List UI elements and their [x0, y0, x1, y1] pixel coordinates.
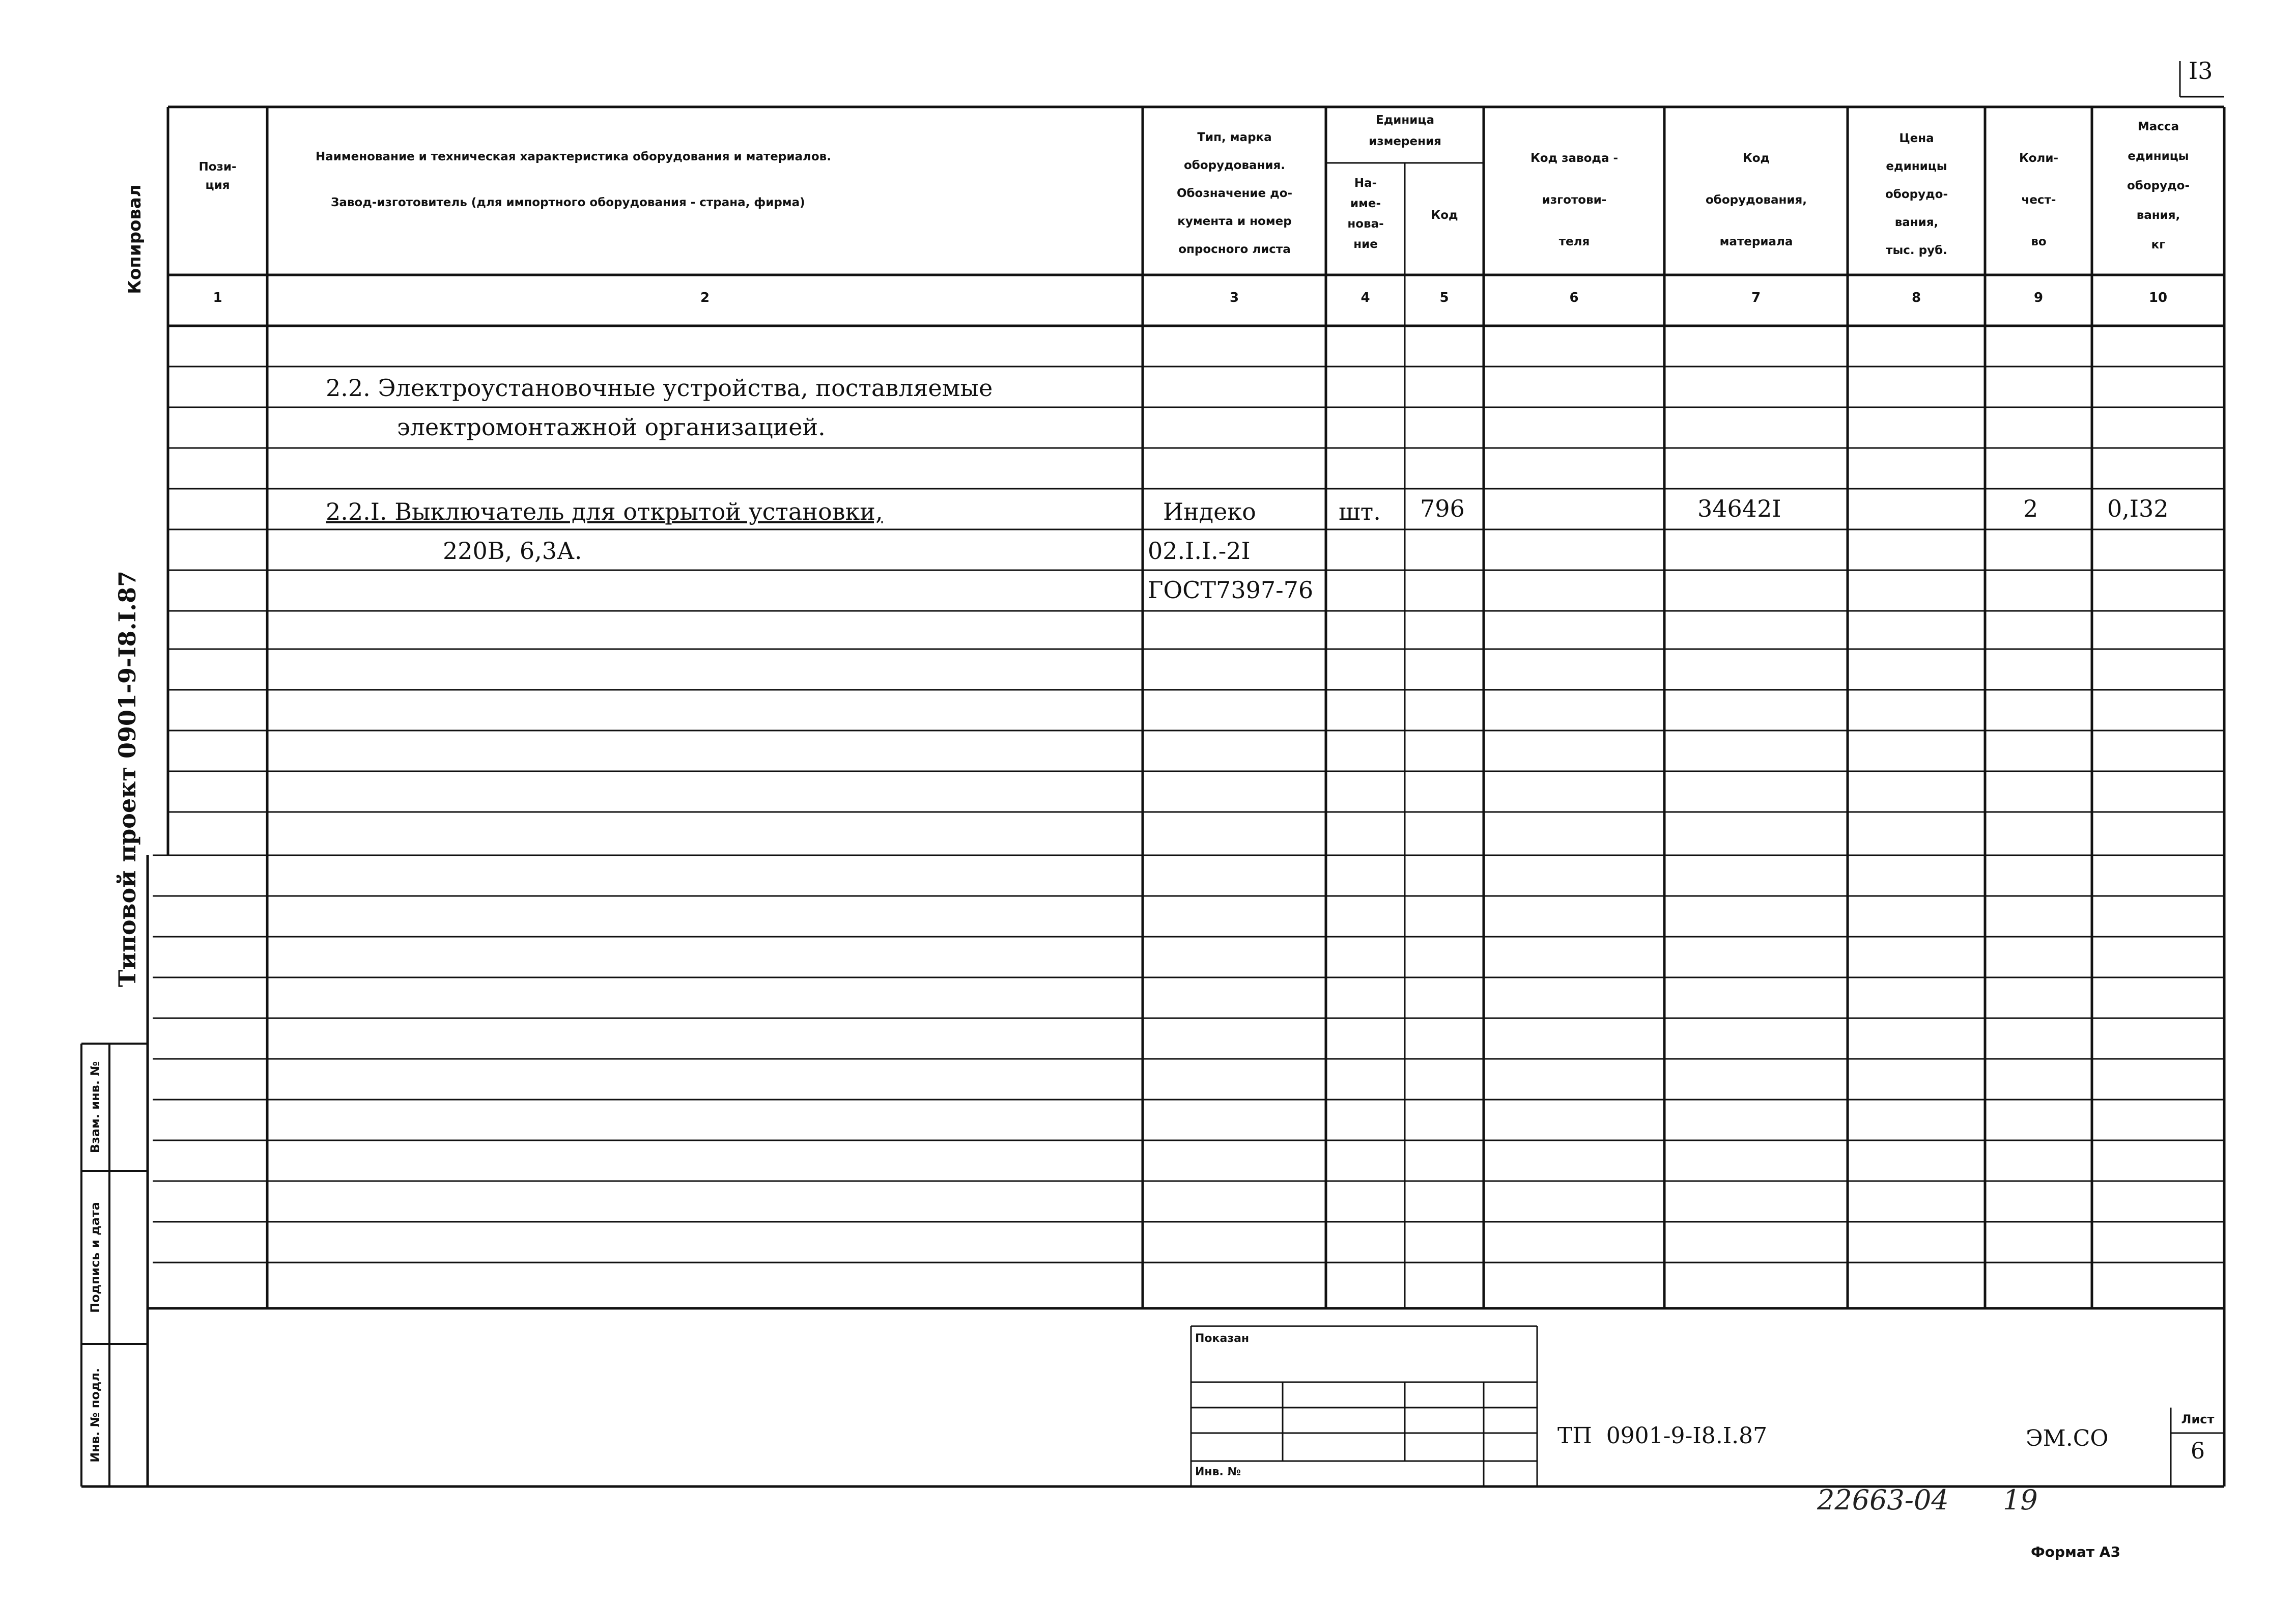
col-1-header: Пози- ция	[199, 160, 237, 192]
shown-label: Показан	[1195, 1332, 1250, 1345]
side-field-signature-date: Подпись и дата	[88, 1202, 102, 1313]
item-type-line2: 02.I.I.-2I	[1148, 537, 1251, 565]
stamp-extra: 19	[2003, 1484, 2038, 1516]
column-number-9: 9	[2033, 290, 2044, 305]
col-7-header: Код оборудования, материала	[1705, 152, 1807, 248]
item-mass: 0,I32	[2107, 495, 2169, 522]
page-number: I3	[2189, 57, 2213, 85]
column-number-8: 8	[1911, 290, 1921, 305]
column-number-1: 1	[213, 290, 222, 305]
column-number-5: 5	[1439, 290, 1449, 305]
sheet-label: Лист	[2181, 1412, 2215, 1426]
column-number-2: 2	[700, 290, 710, 305]
document-code: ТП 0901-9-I8.I.87	[1557, 1423, 1768, 1449]
column-number-3: 3	[1229, 290, 1239, 305]
column-number-10: 10	[2148, 290, 2168, 305]
col-6-header: Код завода - изготови- теля	[1530, 152, 1619, 248]
item-unit-code: 796	[1420, 495, 1465, 522]
section-title-line1: 2.2. Электроустановочные устройства, поставляемые	[326, 374, 993, 402]
col-8-header: Цена единицы оборудо- вания, тыс. руб.	[1885, 132, 1948, 257]
document-suffix: ЭМ.СО	[2026, 1425, 2109, 1451]
format-label: Формат А3	[2031, 1544, 2120, 1560]
item-type-line3: ГОСТ7397-76	[1148, 576, 1314, 604]
inv-label: Инв. №	[1195, 1466, 1241, 1478]
side-project-label: Типовой проект 0901-9-I8.I.87	[114, 570, 141, 988]
item-name-line1: 2.2.I. Выключатель для открытой установки,	[326, 498, 883, 525]
col-2-header-line2: Завод-изготовитель (для импортного оборудования - страна, фирма)	[331, 196, 805, 209]
side-copy-label: Копировал	[125, 184, 145, 294]
col-9-header: Коли- чест- во	[2019, 152, 2059, 248]
column-number-4: 4	[1360, 290, 1370, 305]
side-field-inv-original: Инв. № подл.	[88, 1368, 102, 1463]
col-45-header: Единица измерения	[1369, 114, 1441, 148]
column-number-7: 7	[1751, 290, 1761, 305]
col-4-header: На- име- нова- ние	[1347, 177, 1384, 251]
item-unit-name: шт.	[1339, 498, 1381, 525]
item-material-code: 34642I	[1697, 495, 1781, 522]
item-quantity: 2	[2023, 495, 2038, 522]
stamp-number: 22663-04	[1817, 1484, 1949, 1516]
sheet-number: 6	[2191, 1438, 2205, 1464]
item-type-line1: Индеко	[1163, 498, 1256, 525]
side-field-replace-inv: Взам. инв. №	[88, 1061, 102, 1154]
col-10-header: Масса единицы оборудо- вания, кг	[2127, 120, 2190, 251]
col-5-header: Код	[1431, 209, 1458, 222]
item-name-line2: 220В, 6,3А.	[443, 537, 582, 565]
col-2-header-line1: Наименование и техническая характеристика оборудования и материалов.	[316, 150, 831, 163]
col-3-header: Тип, марка оборудования. Обозначение до- кумента и номер опросного листа	[1176, 131, 1293, 256]
column-number-6: 6	[1569, 290, 1579, 305]
section-title-line2: электромонтажной организацией.	[397, 413, 826, 441]
